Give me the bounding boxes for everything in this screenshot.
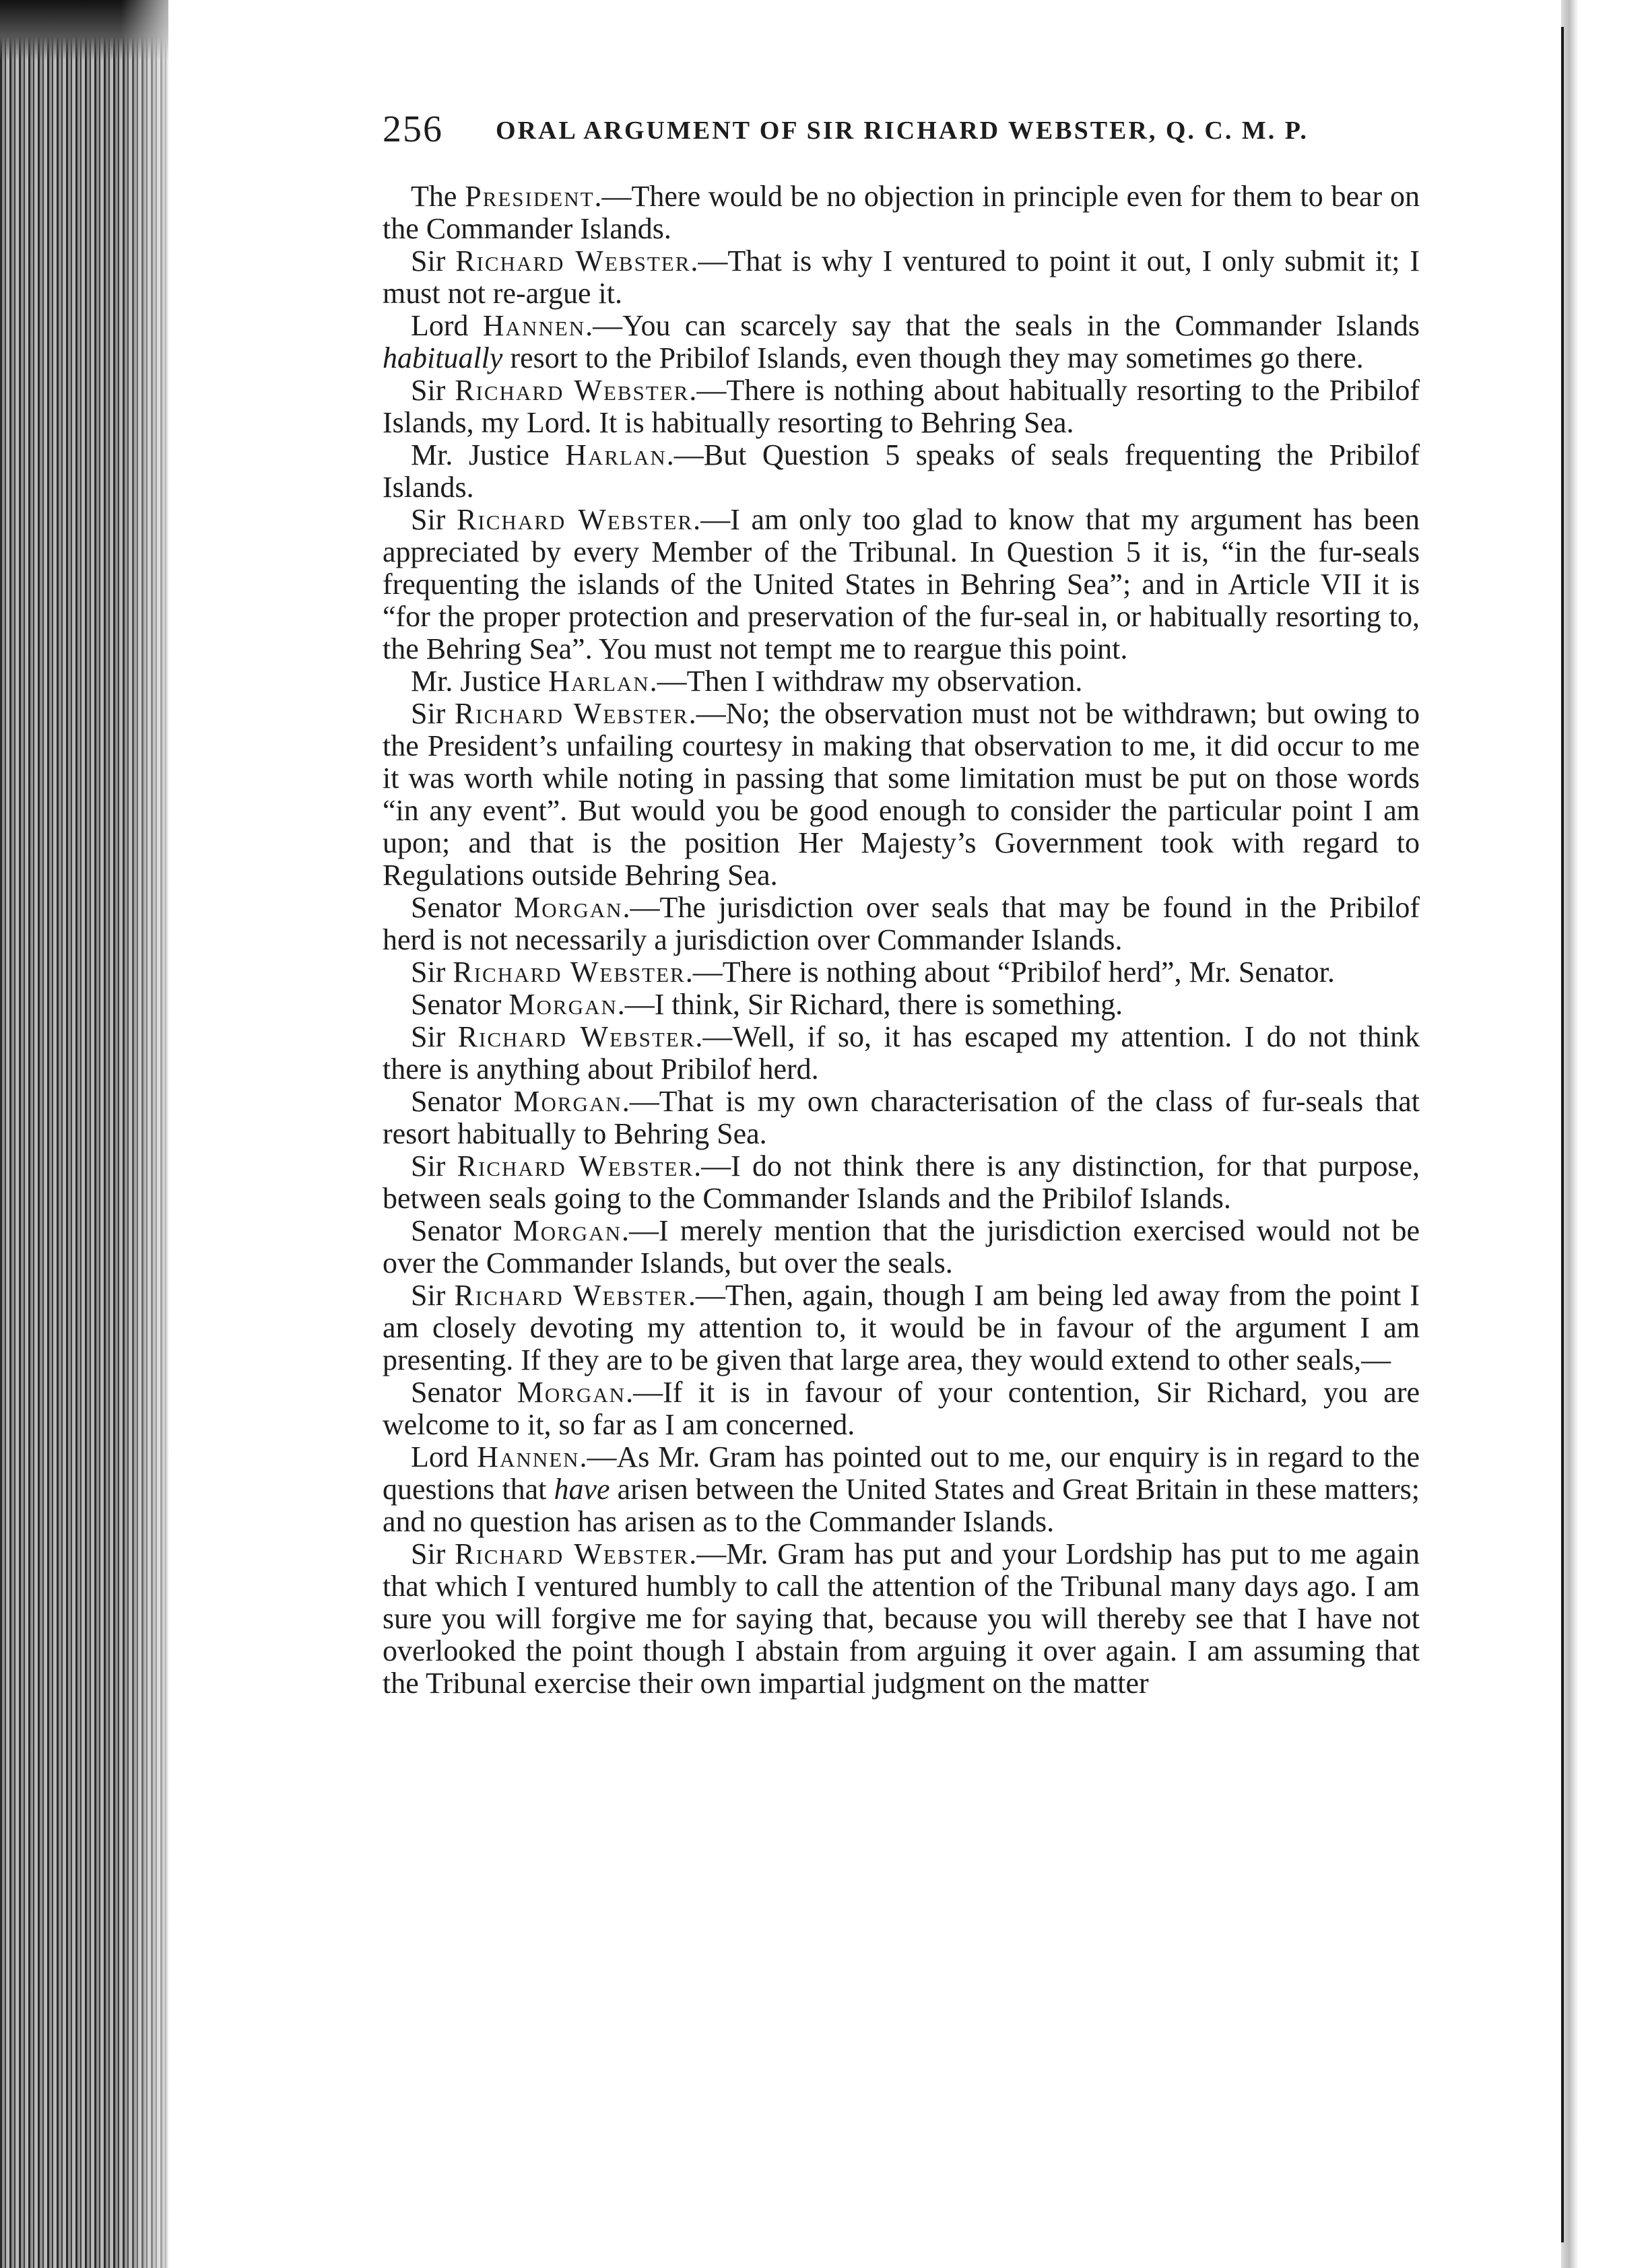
speaker-prefix: Sir: [411, 503, 457, 536]
paragraph-text: .—Then I withdraw my observation.: [649, 665, 1083, 698]
paragraph-text: .—I am only too glad to know that my argument has been appreciated by every Member of the Tribunal. In Question 5 it is, “in the fur-seals frequenting the islands of the United States in Behring Sea”; and in Article VII it is “for the proper protection and preservation of the fur-seal in, or habitually resorting to, the Behring Sea”. You must not tempt me to reargue this point.: [383, 503, 1420, 665]
paragraph-text: .—That is why I ventured to point it out, I only submit it; I must not re-argue it.: [383, 244, 1420, 310]
binding-gutter-fade: [121, 0, 182, 2268]
paragraph-text-after: resort to the Pribilof Islands, even though they may sometimes go there.: [502, 341, 1364, 374]
speaker-prefix: Mr. Justice: [411, 665, 549, 698]
speaker-prefix: The: [411, 180, 465, 213]
paragraph: [383, 374, 1420, 439]
speaker-name: Richard Webster: [457, 503, 694, 536]
facing-page-edge: [1561, 0, 1646, 2268]
paragraph: [383, 665, 1420, 698]
speaker-name: Richard Webster: [455, 244, 691, 277]
paragraph-text-after: arisen between the United States and Great Britain in these matters; and no question has arisen as to the Commander Islands.: [383, 1473, 1420, 1538]
paragraph-text: .—I think, Sir Richard, there is something.: [617, 988, 1123, 1021]
paragraph: [383, 1376, 1420, 1441]
book-page: [369, 101, 1447, 2242]
speaker-name: Morgan: [514, 891, 623, 924]
paragraph: [383, 1441, 1420, 1538]
speaker-prefix: Sir: [411, 956, 453, 989]
page-number: 256: [383, 108, 443, 150]
paragraph: [383, 698, 1420, 892]
paragraph-text: .—Then, again, though I am being led away from the point I am closely devoting my attention to, it would be in favour of the argument I am presenting. If they are to be given that large area, they would extend to other seals,—: [383, 1279, 1420, 1376]
emphasis-text: have: [554, 1473, 610, 1506]
speaker-prefix: Sir: [411, 697, 455, 730]
speaker-name: Hannen: [477, 1440, 580, 1473]
paragraph: [383, 1215, 1420, 1279]
running-head: ORAL ARGUMENT OF SIR RICHARD WEBSTER, Q. C. M. P.: [496, 116, 1309, 145]
page-header: [383, 108, 1433, 162]
paragraph: [383, 892, 1420, 956]
speaker-prefix: Senator: [411, 988, 509, 1021]
speaker-name: President: [465, 180, 595, 213]
paragraph-text: .—You can scarcely say that the seals in the Commander Islands: [585, 309, 1420, 342]
paragraph-text: .—I do not think there is any distinction, for that purpose, between seals going to the Commander Islands and the Pribilof Islands.: [383, 1149, 1420, 1215]
paragraph: [383, 504, 1420, 665]
speaker-name: Morgan: [508, 988, 618, 1021]
speaker-name: Richard Webster: [457, 1020, 696, 1053]
speaker-prefix: Mr. Justice: [411, 438, 566, 471]
paragraph-text: .—But Question 5 speaks of seals frequenting the Pribilof Islands.: [383, 438, 1420, 504]
speaker-name: Hannen: [482, 309, 586, 342]
paragraph-text: .—As Mr. Gram has pointed out to me, our enquiry is in regard to the questions that: [383, 1440, 1420, 1506]
paragraph: [383, 439, 1420, 504]
paragraph-text: .—There would be no objection in principle even for them to bear on the Commander Islands.: [383, 180, 1420, 245]
speaker-name: Richard Webster: [454, 1279, 688, 1312]
speaker-name: Morgan: [517, 1376, 626, 1409]
speaker-prefix: Senator: [411, 1376, 517, 1409]
speaker-prefix: Senator: [411, 1085, 514, 1118]
paragraph-text: .—Well, if so, it has escaped my attention. I do not think there is anything about Pribilof herd.: [383, 1020, 1420, 1086]
paragraph-text: .—If it is in favour of your contention, Sir Richard, you are welcome to it, so far as I am concerned.: [383, 1376, 1420, 1441]
speaker-prefix: Sir: [411, 1279, 455, 1312]
paragraph: [383, 245, 1420, 310]
paragraph: [383, 1086, 1420, 1150]
paragraph: [383, 1021, 1420, 1086]
speaker-prefix: Senator: [411, 891, 515, 924]
speaker-name: Richard Webster: [457, 1149, 694, 1182]
paragraph: [383, 180, 1420, 245]
speaker-name: Harlan: [565, 438, 667, 471]
speaker-name: Richard Webster: [455, 1537, 690, 1570]
emphasis-text: habitually: [383, 341, 503, 374]
speaker-prefix: Sir: [411, 244, 456, 277]
paragraph-text: .—That is my own characterisation of the class of fur-seals that resort habitually to Behring Sea.: [383, 1085, 1420, 1150]
paragraph-text: .—No; the observation must not be withdrawn; but owing to the President’s unfailing courtesy in making that observation to me, it did occur to me it was worth while noting in passing that some limitation must be put on those words “in any event”. But would you be good enough to consider the particular point I am upon; and that is the position Her Majesty’s Government took with regard to Regulations outside Behring Sea.: [383, 697, 1420, 892]
speaker-name: Harlan: [548, 665, 650, 698]
speaker-prefix: Sir: [411, 1020, 458, 1053]
paragraph-text: .—Mr. Gram has put and your Lordship has put to me again that which I ventured humbly to call the attention of the Tribunal many days ago. I am sure you will forgive me for saying that, because you will thereby see that I have not overlooked the point though I abstain from arguing it over again. I am assuming that the Tribunal exercise their own impartial judgment on the matter: [383, 1537, 1420, 1700]
paragraph-text: .—I merely mention that the jurisdiction exercised would not be over the Commander Islands, but over the seals.: [383, 1214, 1420, 1279]
speaker-name: Richard Webster: [455, 374, 690, 407]
speaker-prefix: Sir: [411, 374, 455, 407]
speaker-name: Richard Webster: [454, 697, 689, 730]
speaker-prefix: Sir: [411, 1537, 455, 1570]
speaker-prefix: Senator: [411, 1214, 513, 1247]
paragraph-text: .—There is nothing about “Pribilof herd”, Mr. Senator.: [685, 956, 1335, 989]
paragraph-text: .—The jurisdiction over seals that may be found in the Pribilof herd is not necessarily a jurisdiction over Commander Islands.: [383, 891, 1420, 956]
speaker-name: Richard Webster: [453, 956, 686, 989]
page-border-rule: [1561, 27, 1564, 2242]
speaker-prefix: Lord: [411, 309, 483, 342]
paragraph: [383, 310, 1420, 374]
paragraph: [383, 1279, 1420, 1376]
paragraph: [383, 1150, 1420, 1215]
paragraph: [383, 989, 1420, 1021]
speaker-name: Morgan: [513, 1214, 622, 1247]
speaker-name: Morgan: [513, 1085, 622, 1118]
paragraph: [383, 956, 1420, 989]
paragraph: [383, 1538, 1420, 1700]
speaker-prefix: Sir: [411, 1149, 457, 1182]
paragraph-text: .—There is nothing about habitually resorting to the Pribilof Islands, my Lord. It is habitually resorting to Behring Sea.: [383, 374, 1420, 439]
page-body: [383, 180, 1420, 1700]
speaker-prefix: Lord: [411, 1440, 478, 1473]
